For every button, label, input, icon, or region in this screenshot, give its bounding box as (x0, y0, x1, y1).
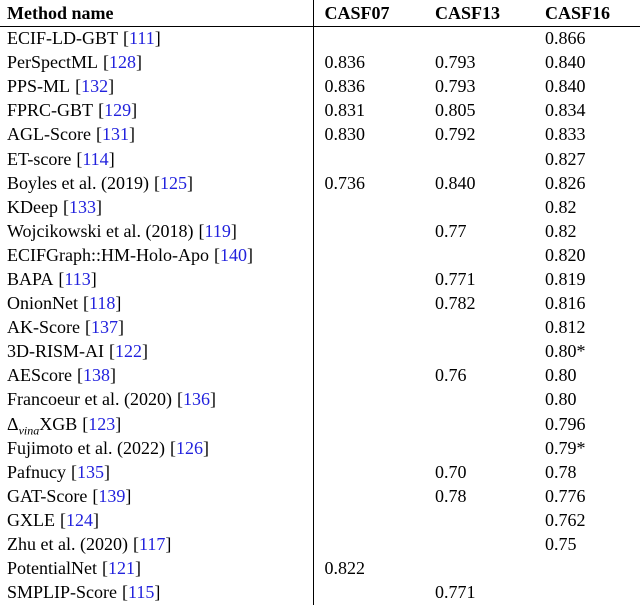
citation-link[interactable]: 119 (204, 220, 231, 241)
method-cell (0, 51, 313, 75)
method-name: ECIFGraph::HM-Holo-Apo (7, 244, 209, 265)
citation-close-bracket: ] (129, 124, 136, 145)
casf07-value (313, 364, 424, 388)
casf16-value: 0.82 (545, 220, 577, 241)
casf07-value (313, 267, 424, 291)
casf13-value (424, 147, 534, 171)
citation-close-bracket: ] (209, 389, 216, 410)
citation-open-bracket: [ (122, 582, 129, 603)
citation-link[interactable]: 140 (220, 244, 248, 265)
method-cell (0, 316, 313, 340)
method-name: ECIF-LD-GBT (7, 28, 118, 49)
method-cell (0, 436, 313, 460)
citation-link[interactable]: 111 (129, 28, 155, 49)
citation-close-bracket: ] (96, 196, 103, 217)
method-name-subscript: vina (18, 423, 40, 437)
table-row (0, 51, 640, 75)
citation-close-bracket: ] (142, 341, 149, 362)
casf16-value: 0.75 (545, 534, 577, 555)
casf13-value: 0.782 (435, 293, 476, 314)
casf16-value (534, 557, 640, 581)
citation-link[interactable]: 133 (69, 196, 97, 217)
table-row (0, 27, 640, 51)
casf13-value: 0.805 (435, 100, 476, 121)
casf13-value (424, 340, 534, 364)
table-body (0, 27, 640, 605)
citation-link[interactable]: 132 (81, 76, 109, 97)
casf13-value: 0.771 (435, 268, 476, 289)
table-row (0, 557, 640, 581)
citation-close-bracket: ] (104, 461, 111, 482)
table-row (0, 267, 640, 291)
method-name: Wojcikowski et al. (2018) (7, 220, 194, 241)
casf07-value (313, 292, 424, 316)
table-row (0, 436, 640, 460)
citation-link[interactable]: 124 (66, 509, 94, 530)
method-cell (0, 532, 313, 556)
citation-link[interactable]: 114 (82, 148, 109, 169)
casf16-value: 0.840 (545, 76, 586, 97)
citation-link[interactable]: 118 (89, 293, 116, 314)
casf07-value: 0.836 (324, 76, 365, 97)
casf13-value (424, 27, 534, 51)
citation-open-bracket: [ (75, 76, 82, 97)
method-name: OnionNet (7, 293, 78, 314)
casf13-value: 0.76 (435, 365, 467, 386)
casf13-value: 0.77 (435, 220, 467, 241)
casf16-value: 0.816 (545, 293, 586, 314)
casf07-value (313, 27, 424, 51)
citation-open-bracket: [ (176, 389, 183, 410)
method-cell (0, 508, 313, 532)
method-name: Francoeur et al. (2020) (7, 389, 172, 410)
citation-open-bracket: [ (103, 52, 110, 73)
method-cell (0, 75, 313, 99)
citation-close-bracket: ] (230, 220, 237, 241)
casf07-value (313, 412, 424, 436)
column-header-casf16: CASF16 (534, 0, 640, 27)
citation-close-bracket: ] (115, 413, 122, 434)
casf13-value (424, 557, 534, 581)
casf07-value (313, 147, 424, 171)
method-name: KDeep (7, 196, 58, 217)
citation-link[interactable]: 131 (102, 124, 130, 145)
casf16-value (534, 581, 640, 605)
table-row (0, 75, 640, 99)
table-row (0, 388, 640, 412)
method-cell (0, 388, 313, 412)
method-cell (0, 412, 313, 436)
casf16-value: 0.82 (545, 196, 577, 217)
citation-close-bracket: ] (90, 268, 97, 289)
method-cell (0, 292, 313, 316)
citation-open-bracket: [ (133, 534, 139, 555)
citation-open-bracket: [ (58, 268, 65, 289)
casf07-value (313, 436, 424, 460)
citation-open-bracket: [ (170, 437, 177, 458)
casf13-value: 0.793 (435, 76, 476, 97)
method-cell (0, 219, 313, 243)
citation-open-bracket: [ (154, 172, 161, 193)
casf16-value: 0.833 (545, 124, 586, 145)
table-row (0, 316, 640, 340)
citation-link[interactable]: 117 (139, 534, 166, 555)
casf07-value: 0.736 (324, 172, 365, 193)
casf16-value: 0.762 (545, 509, 586, 530)
citation-link[interactable]: 137 (91, 317, 119, 338)
citation-link[interactable]: 136 (182, 389, 210, 410)
table-row (0, 243, 640, 267)
table-row (0, 484, 640, 508)
citation-open-bracket: [ (92, 485, 99, 506)
citation-close-bracket: ] (115, 293, 122, 314)
method-cell (0, 243, 313, 267)
citation-link[interactable]: 115 (128, 582, 155, 603)
citation-link[interactable]: 125 (160, 172, 188, 193)
citation-close-bracket: ] (125, 485, 132, 506)
citation-link[interactable]: 126 (176, 437, 204, 458)
casf07-value (313, 388, 424, 412)
casf07-value (313, 316, 424, 340)
citation-open-bracket: [ (76, 148, 83, 169)
casf13-value (424, 243, 534, 267)
column-header-casf13: CASF13 (424, 0, 534, 27)
method-name: SMPLIP-Score (7, 582, 118, 603)
citation-open-bracket: [ (109, 341, 116, 362)
casf07-value: 0.830 (324, 124, 365, 145)
casf07-value (313, 340, 424, 364)
method-cell (0, 581, 313, 605)
casf16-value: 0.819 (545, 268, 586, 289)
citation-open-bracket: [ (63, 196, 70, 217)
method-cell (0, 195, 313, 219)
method-name: BAPA (7, 268, 54, 289)
casf07-value (313, 460, 424, 484)
citation-close-bracket: ] (187, 172, 194, 193)
casf13-value: 0.840 (435, 172, 476, 193)
casf16-value: 0.796 (545, 413, 586, 434)
casf13-value (424, 195, 534, 219)
citation-link[interactable]: 129 (104, 100, 132, 121)
casf16-value: 0.80 (545, 389, 577, 410)
casf16-value: 0.820 (545, 244, 586, 265)
table-row (0, 147, 640, 171)
method-name: Pafnucy (7, 461, 66, 482)
casf16-value: 0.840 (545, 52, 586, 73)
citation-open-bracket: [ (96, 124, 103, 145)
citation-open-bracket: [ (82, 413, 89, 434)
casf16-value: 0.80 (545, 365, 577, 386)
citation-close-bracket: ] (93, 509, 100, 530)
method-name: GAT-Score (7, 485, 88, 506)
casf16-value: 0.826 (545, 172, 586, 193)
casf13-value (424, 532, 534, 556)
citation-link[interactable]: 139 (98, 485, 126, 506)
citation-close-bracket: ] (136, 52, 143, 73)
casf13-value (424, 388, 534, 412)
citation-open-bracket: [ (198, 220, 205, 241)
table-row (0, 532, 640, 556)
method-cell (0, 171, 313, 195)
method-name: AEScore (7, 365, 72, 386)
citation-link[interactable]: 138 (83, 365, 111, 386)
method-name: GXLE (7, 509, 55, 530)
casf16-value: 0.79* (545, 437, 586, 458)
citation-open-bracket: [ (71, 461, 78, 482)
casf07-value (313, 243, 424, 267)
casf07-value (313, 219, 424, 243)
table-row (0, 171, 640, 195)
method-cell (0, 460, 313, 484)
method-cell (0, 364, 313, 388)
casf16-value: 0.80* (545, 341, 586, 362)
method-cell (0, 99, 313, 123)
casf13-value: 0.70 (435, 461, 467, 482)
citation-link[interactable]: 128 (109, 52, 137, 73)
table-row (0, 508, 640, 532)
method-name-rest: XGB (39, 413, 78, 434)
method-name: Fujimoto et al. (2022) (7, 437, 165, 458)
casf13-value: 0.792 (435, 124, 476, 145)
table-row (0, 340, 640, 364)
casf13-value (424, 508, 534, 532)
citation-open-bracket: [ (123, 28, 130, 49)
table-row (0, 195, 640, 219)
casf16-value: 0.812 (545, 317, 586, 338)
method-name: PerSpectML (7, 52, 98, 73)
casf16-value: 0.78 (545, 461, 577, 482)
method-name: Boyles et al. (2019) (7, 172, 149, 193)
table-row (0, 219, 640, 243)
method-name: AGL-Score (7, 124, 91, 145)
method-name: Δ (7, 413, 19, 434)
citation-open-bracket: [ (102, 558, 109, 579)
citation-close-bracket: ] (247, 244, 254, 265)
citation-close-bracket: ] (165, 534, 172, 555)
header-row (0, 0, 640, 27)
citation-close-bracket: ] (108, 148, 115, 169)
citation-close-bracket: ] (110, 365, 117, 386)
citation-link[interactable]: 122 (115, 341, 143, 362)
table-row (0, 460, 640, 484)
casf16-value: 0.866 (545, 28, 586, 49)
casf13-value (424, 316, 534, 340)
casf07-value: 0.831 (324, 100, 365, 121)
casf13-value (424, 436, 534, 460)
casf07-value (313, 195, 424, 219)
method-cell (0, 123, 313, 147)
casf16-value: 0.827 (545, 148, 586, 169)
table-row (0, 99, 640, 123)
citation-close-bracket: ] (131, 100, 138, 121)
column-header-casf07: CASF07 (313, 0, 424, 27)
method-name: PPS-ML (7, 76, 71, 97)
casf07-value (313, 532, 424, 556)
method-cell (0, 484, 313, 508)
casf16-value: 0.834 (545, 100, 586, 121)
table-row (0, 364, 640, 388)
citation-link[interactable]: 135 (77, 461, 105, 482)
table-row (0, 581, 640, 605)
method-cell (0, 557, 313, 581)
citation-close-bracket: ] (203, 437, 210, 458)
citation-open-bracket: [ (214, 244, 221, 265)
method-cell (0, 267, 313, 291)
casf13-value: 0.771 (435, 582, 476, 603)
casf07-value (313, 508, 424, 532)
citation-link[interactable]: 121 (108, 558, 136, 579)
method-name: PotentialNet (7, 558, 97, 579)
method-name: Zhu et al. (2020) (7, 534, 128, 555)
casf07-value (313, 484, 424, 508)
casf07-value: 0.822 (324, 558, 365, 579)
citation-close-bracket: ] (108, 76, 115, 97)
casf07-value (313, 581, 424, 605)
casf13-value: 0.78 (435, 485, 467, 506)
citation-link[interactable]: 113 (64, 268, 91, 289)
method-name: AK-Score (7, 317, 80, 338)
method-name: ET-score (7, 148, 72, 169)
citation-close-bracket: ] (154, 28, 161, 49)
citation-close-bracket: ] (135, 558, 142, 579)
citation-open-bracket: [ (83, 293, 90, 314)
citation-open-bracket: [ (77, 365, 84, 386)
casf07-value: 0.836 (324, 52, 365, 73)
citation-open-bracket: [ (85, 317, 92, 338)
method-name: FPRC-GBT (7, 100, 94, 121)
table-row (0, 412, 640, 436)
table-row (0, 123, 640, 147)
casf16-value: 0.776 (545, 485, 586, 506)
method-cell (0, 340, 313, 364)
table-row (0, 292, 640, 316)
method-cell (0, 147, 313, 171)
citation-close-bracket: ] (154, 582, 161, 603)
citation-close-bracket: ] (118, 317, 125, 338)
casf13-value: 0.793 (435, 52, 476, 73)
citation-open-bracket: [ (60, 509, 67, 530)
casf13-value (424, 412, 534, 436)
method-name: 3D-RISM-AI (7, 341, 104, 362)
column-header-method-name: Method name (0, 0, 313, 27)
citation-open-bracket: [ (98, 100, 105, 121)
citation-link[interactable]: 123 (88, 413, 116, 434)
method-cell (0, 27, 313, 51)
